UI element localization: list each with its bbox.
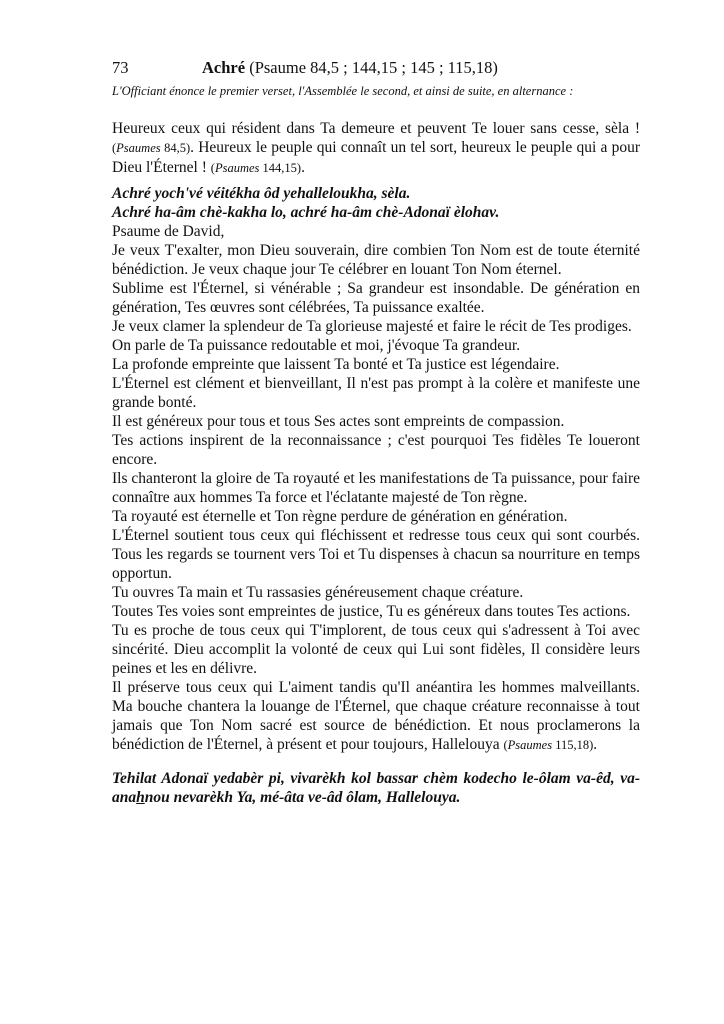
verses: [112, 241, 640, 755]
verse-final-ref: (Psaumes 115,18): [503, 738, 594, 752]
verse-final: [112, 678, 640, 755]
intro-text-1: Heureux ceux qui résident dans Ta demeure et peuvent Te louer sans cesse, sèla !: [112, 120, 640, 137]
title-references: (Psaume 84,5 ; 144,15 ; 145 ; 115,18): [245, 58, 498, 77]
page-number: 73: [112, 58, 129, 77]
closing-text-1: Tehilat Adonaï yedabèr pi, vivarèkh kol bassar chèm kodecho le-ôlam va-êd, va-ana: [112, 770, 640, 806]
verse: Tes actions inspirent de la reconnaissance ; c'est pourquoi Tes fidèles Te loueront encore.: [112, 432, 640, 468]
title-bold: Achré: [202, 58, 246, 77]
verse: Tu ouvres Ta main et Tu rassasies généreusement chaque créature.: [112, 584, 524, 601]
psalm-heading: Psaume de David,: [112, 223, 225, 240]
transliteration-line: Achré yoch'vé véitékha ôd yehalleloukha, sèla.: [112, 185, 411, 202]
verse: La profonde empreinte que laissent Ta bonté et Ta justice est légendaire.: [112, 356, 560, 373]
officiant-instruction: L'Officiant énonce le premier verset, l'Assemblée le second, et ainsi de suite, en alternance :: [112, 84, 574, 98]
intro-text-2: . Heureux le peuple qui connaît un tel sort, heureux le peuple qui a pour Dieu l'Éternel !: [112, 139, 640, 176]
verse: Ils chanteront la gloire de Ta royauté et les manifestations de Ta puissance, pour faire connaître aux hommes Ta force et l'éclatante majesté de Ton règne.: [112, 470, 640, 506]
intro-text-3: .: [301, 159, 305, 176]
transliteration-block: [112, 184, 640, 222]
page-title: [202, 58, 498, 78]
verse: Il est généreux pour tous et tous Ses actes sont empreints de compassion.: [112, 413, 565, 430]
verse: Je veux T'exalter, mon Dieu souverain, dire combien Ton Nom est de toute éternité bénédiction. Je veux chaque jour Te célébrer en louant Ton Nom éternel.: [112, 242, 640, 278]
page: [112, 58, 640, 807]
verse: Je veux clamer la splendeur de Ta glorieuse majesté et faire le récit de Tes prodiges.: [112, 318, 632, 335]
verse: Toutes Tes voies sont empreintes de justice, Tu es généreux dans toutes Tes actions.: [112, 603, 631, 620]
intro-ref-1: (Psaumes 84,5): [112, 141, 191, 155]
intro-paragraph: [112, 119, 640, 178]
verse-final-text: Il préserve tous ceux qui L'aiment tandis qu'Il anéantira les hommes malveillants. Ma bouche chantera la louange de l'Éternel, que chaque créature reconnaisse à tout jamais que Ton Nom sacré est source de bénédiction. Et nous proclamerons la bénédiction de l'Éternel, à présent et pour toujours, Hallelouya: [112, 679, 640, 753]
verse: L'Éternel soutient tous ceux qui fléchissent et redresse tous ceux qui sont courbés. Tous les regards se tournent vers Toi et Tu dispenses à chacun sa nourriture en temps opportun.: [112, 527, 640, 582]
closing-transliteration: [112, 769, 640, 807]
page-header: [112, 58, 640, 84]
closing-underlined-letter: h: [136, 789, 145, 806]
verse: L'Éternel est clément et bienveillant, Il n'est pas prompt à la colère et manifeste une grande bonté.: [112, 375, 640, 411]
verse: Tu es proche de tous ceux qui T'implorent, de tous ceux qui s'adressent à Toi avec sincérité. Dieu accomplit la volonté de ceux qui Lui sont fidèles, Il considère leurs peines et les en délivre.: [112, 622, 640, 677]
intro-ref-2: (Psaumes 144,15): [210, 161, 302, 175]
closing-text-2: nou nevarèkh Ya, mé-âta ve-âd ôlam, Hallelouya.: [144, 789, 461, 806]
verse: Sublime est l'Éternel, si vénérable ; Sa grandeur est insondable. De génération en génération, Tes œuvres sont célébrées, Ta puissance exaltée.: [112, 280, 640, 316]
verse-final-end: .: [593, 736, 598, 753]
transliteration-line: Achré ha-âm chè-kakha lo, achré ha-âm chè-Adonaï èlohav.: [112, 204, 500, 221]
verse: Ta royauté est éternelle et Ton règne perdure de génération en génération.: [112, 508, 568, 525]
verse: On parle de Ta puissance redoutable et moi, j'évoque Ta grandeur.: [112, 337, 521, 354]
